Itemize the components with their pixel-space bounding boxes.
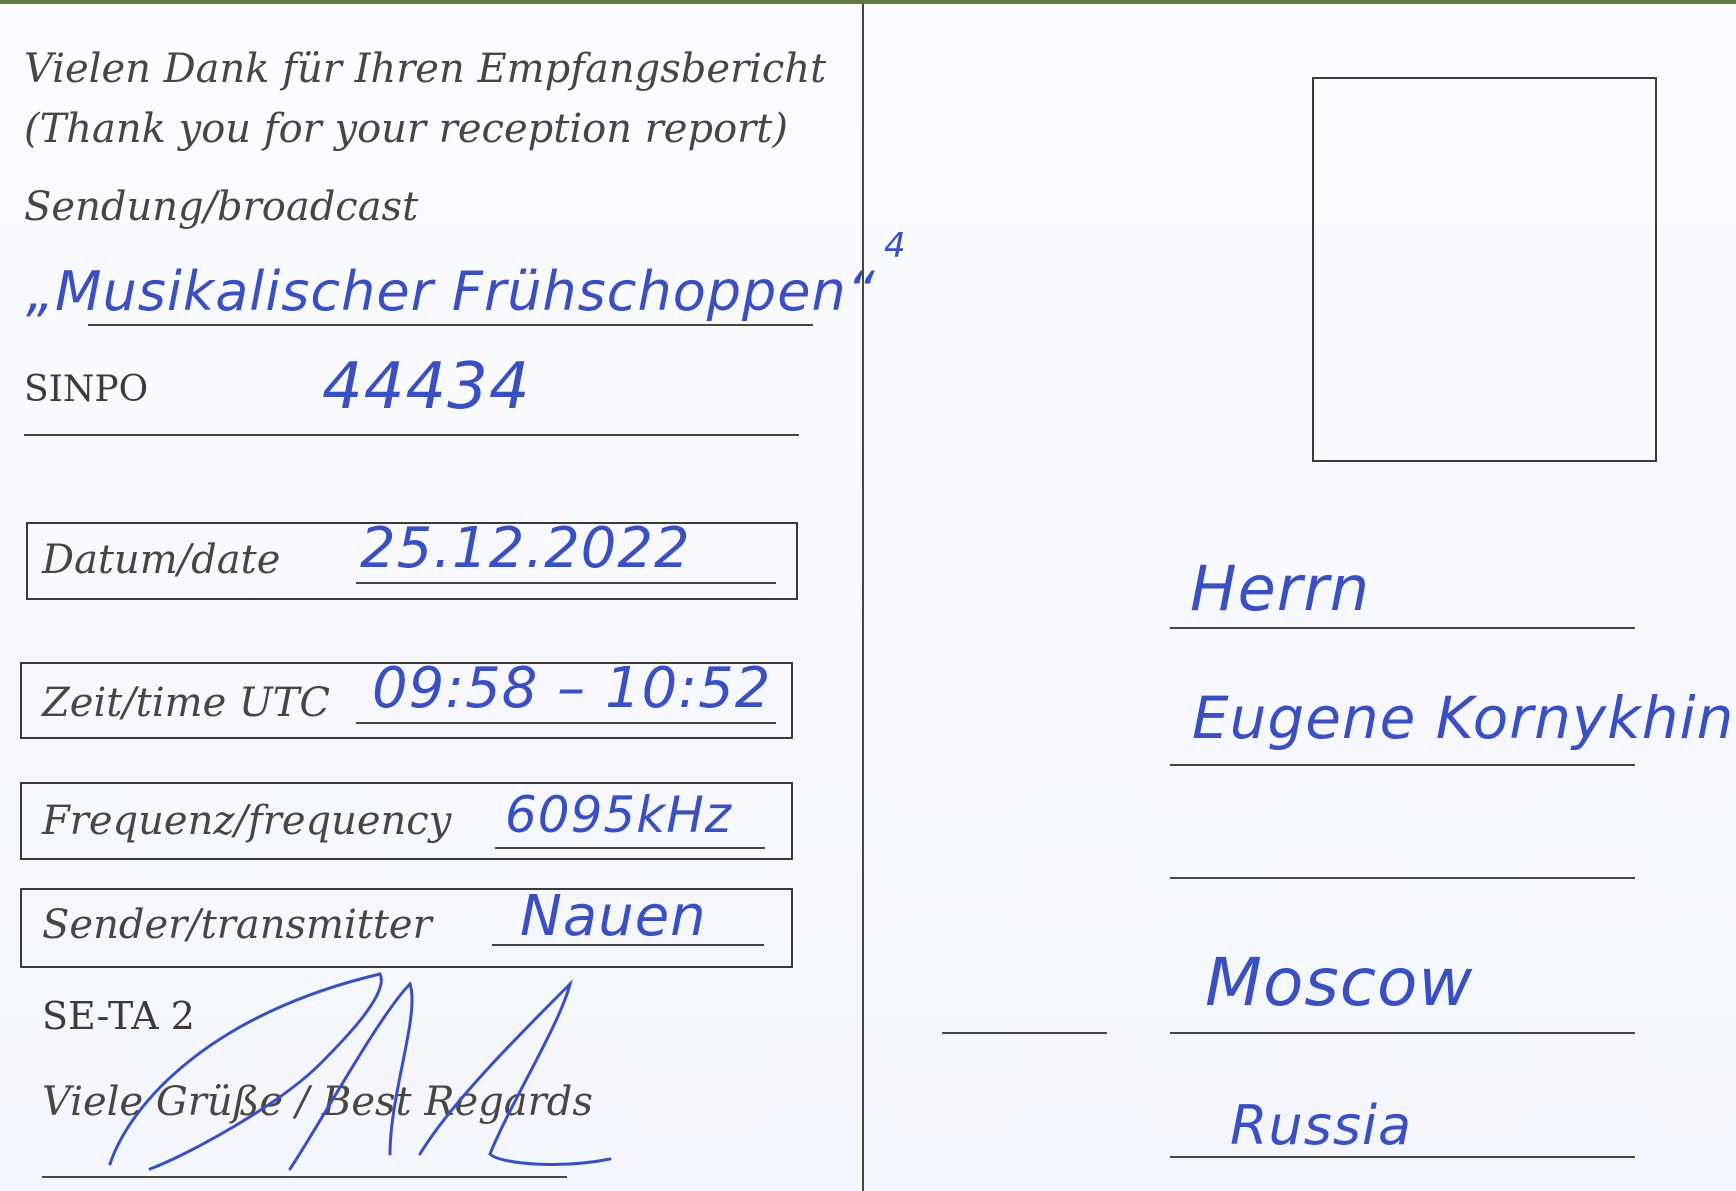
date-label: Datum/date [42, 537, 281, 583]
frequency-label: Frequenz/frequency [42, 798, 452, 844]
time-line [356, 722, 776, 724]
frequency-line [495, 847, 765, 849]
time-value: 09:58 – 10:52 [372, 656, 772, 721]
transmitter-value: Nauen [520, 884, 707, 949]
address-country: Russia [1230, 1094, 1413, 1157]
sinpo-line [24, 434, 799, 436]
address-line-1 [1170, 627, 1635, 629]
broadcast-line [88, 324, 813, 326]
time-label: Zeit/time UTC [42, 680, 330, 726]
broadcast-label: Sendung/broadcast [24, 184, 419, 230]
broadcast-value: „Musikalischer Frühschoppen“ [26, 260, 876, 323]
address-line-3 [1170, 877, 1635, 879]
address-line-4 [1170, 1032, 1635, 1034]
corner-mark: 4 [884, 226, 907, 266]
transmitter-line [492, 944, 764, 946]
heading-german: Vielen Dank für Ihren Empfangsbericht [24, 46, 827, 92]
signer-label: SE-TA 2 [42, 994, 195, 1038]
postcode-line [942, 1032, 1107, 1034]
address-name: Eugene Kornykhin [1192, 684, 1735, 752]
date-value: 25.12.2022 [360, 516, 691, 581]
address-line-5 [1170, 1156, 1635, 1158]
stamp-box [1312, 77, 1657, 462]
sinpo-label: SINPO [24, 369, 149, 410]
frequency-value: 6095kHz [505, 786, 733, 844]
heading-english: (Thank you for your reception report) [24, 106, 788, 152]
signature-scribble [90, 954, 570, 1184]
address-line-2 [1170, 764, 1635, 766]
address-salutation: Herrn [1190, 552, 1371, 625]
regards-text: Viele Grüße / Best Regards [42, 1079, 593, 1125]
card-divider [862, 4, 864, 1191]
date-line [356, 582, 776, 584]
address-city: Moscow [1205, 944, 1474, 1021]
sinpo-value: 44434 [322, 350, 531, 424]
transmitter-label: Sender/transmitter [42, 902, 432, 948]
